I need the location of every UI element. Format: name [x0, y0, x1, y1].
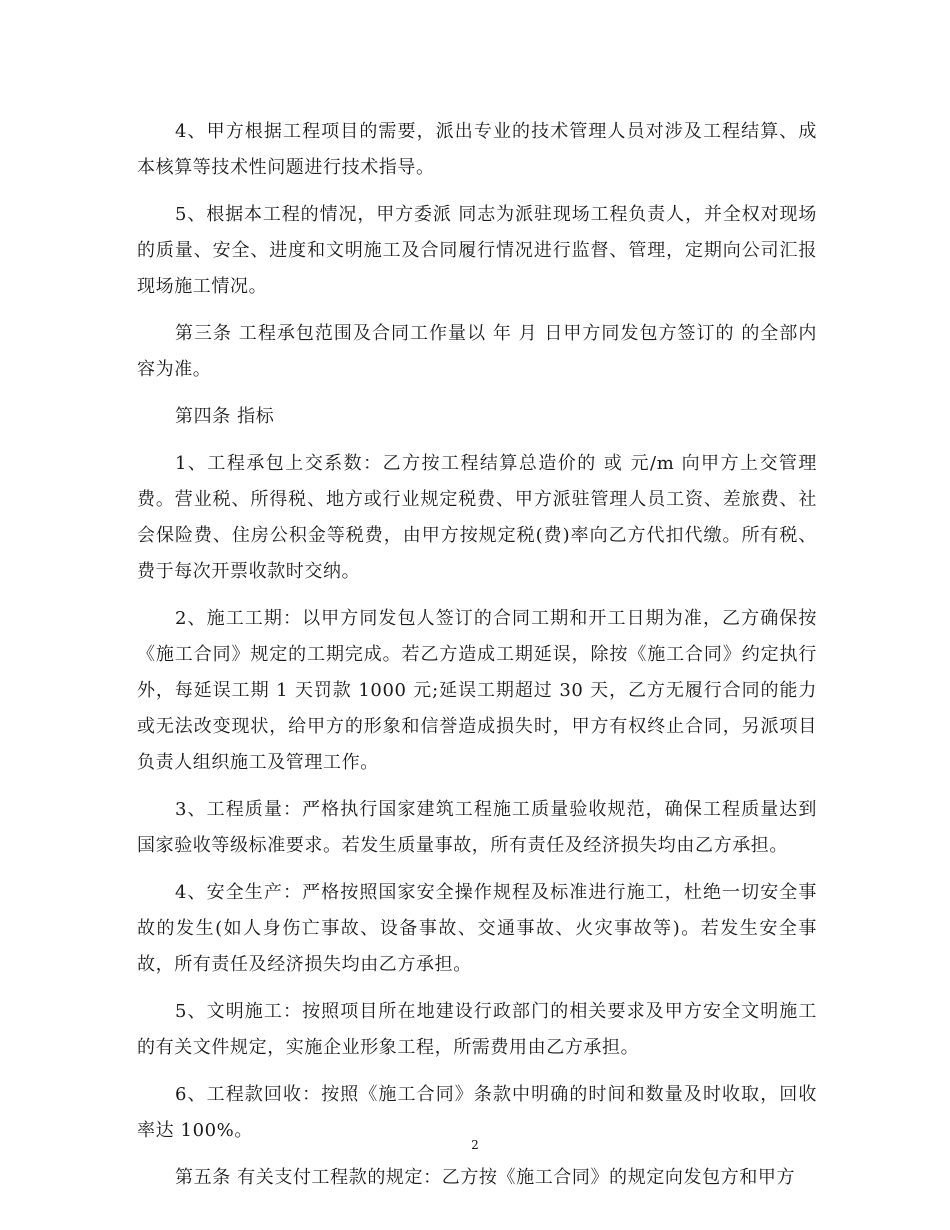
page-number: 2	[471, 1138, 479, 1152]
article-4-heading: 第四条 指标	[175, 406, 275, 427]
document-body	[137, 114, 817, 1207]
paragraph-indicator-1: 1、工程承包上交系数：乙方按工程结算总造价的 或 元/m 向甲方上交管理费。营业税、所得税、地方或行业规定税费、甲方派驻管理人员工资、差旅费、社会保险费、住房公积金等税费，由甲方按规定税(费)率向乙方代扣代缴。所有税、费于每次开票收款时交纳。	[137, 453, 817, 582]
paragraph-indicator-2: 2、施工工期：以甲方同发包人签订的合同工期和开工日期为准，乙方确保按《施工合同》规定的工期完成。若乙方造成工期延误，除按《施工合同》约定执行外，每延误工期 1 天罚款 1000 元;延误工期超过 30 天，乙方无履行合同的能力或无法改变现状，给甲方的形象和信誉造成损失时，甲方有权终止合同，另派项目负责人组织施工及管理工作。	[137, 608, 817, 773]
paragraph-indicator-6: 6、工程款回收：按照《施工合同》条款中明确的时间和数量及时收取，回收率达 100%。	[137, 1084, 817, 1141]
paragraph-article-3: 第三条 工程承包范围及合同工作量以 年 月 日甲方同发包方签订的 的全部内容为准。	[137, 323, 817, 380]
paragraph-article-5: 第五条 有关支付工程款的规定：乙方按《施工合同》的规定向发包方和甲方	[175, 1167, 796, 1188]
paragraph-indicator-5: 5、文明施工：按照项目所在地建设行政部门的相关要求及甲方安全文明施工的有关文件规定，实施企业形象工程，所需费用由乙方承担。	[137, 1001, 817, 1058]
paragraph-clause-4: 4、甲方根据工程项目的需要，派出专业的技术管理人员对涉及工程结算、成本核算等技术性问题进行技术指导。	[137, 121, 817, 178]
paragraph-indicator-3: 3、工程质量：严格执行国家建筑工程施工质量验收规范，确保工程质量达到国家验收等级标准要求。若发生质量事故，所有责任及经济损失均由乙方承担。	[137, 799, 817, 856]
paragraph-indicator-4: 4、安全生产：严格按照国家安全操作规程及标准进行施工，杜绝一切安全事故的发生(如人身伤亡事故、设备事故、交通事故、火灾事故等)。若发生安全事故，所有责任及经济损失均由乙方承担。	[137, 882, 817, 975]
paragraph-clause-5: 5、根据本工程的情况，甲方委派 同志为派驻现场工程负责人，并全权对现场的质量、安全、进度和文明施工及合同履行情况进行监督、管理，定期向公司汇报现场施工情况。	[137, 204, 817, 297]
